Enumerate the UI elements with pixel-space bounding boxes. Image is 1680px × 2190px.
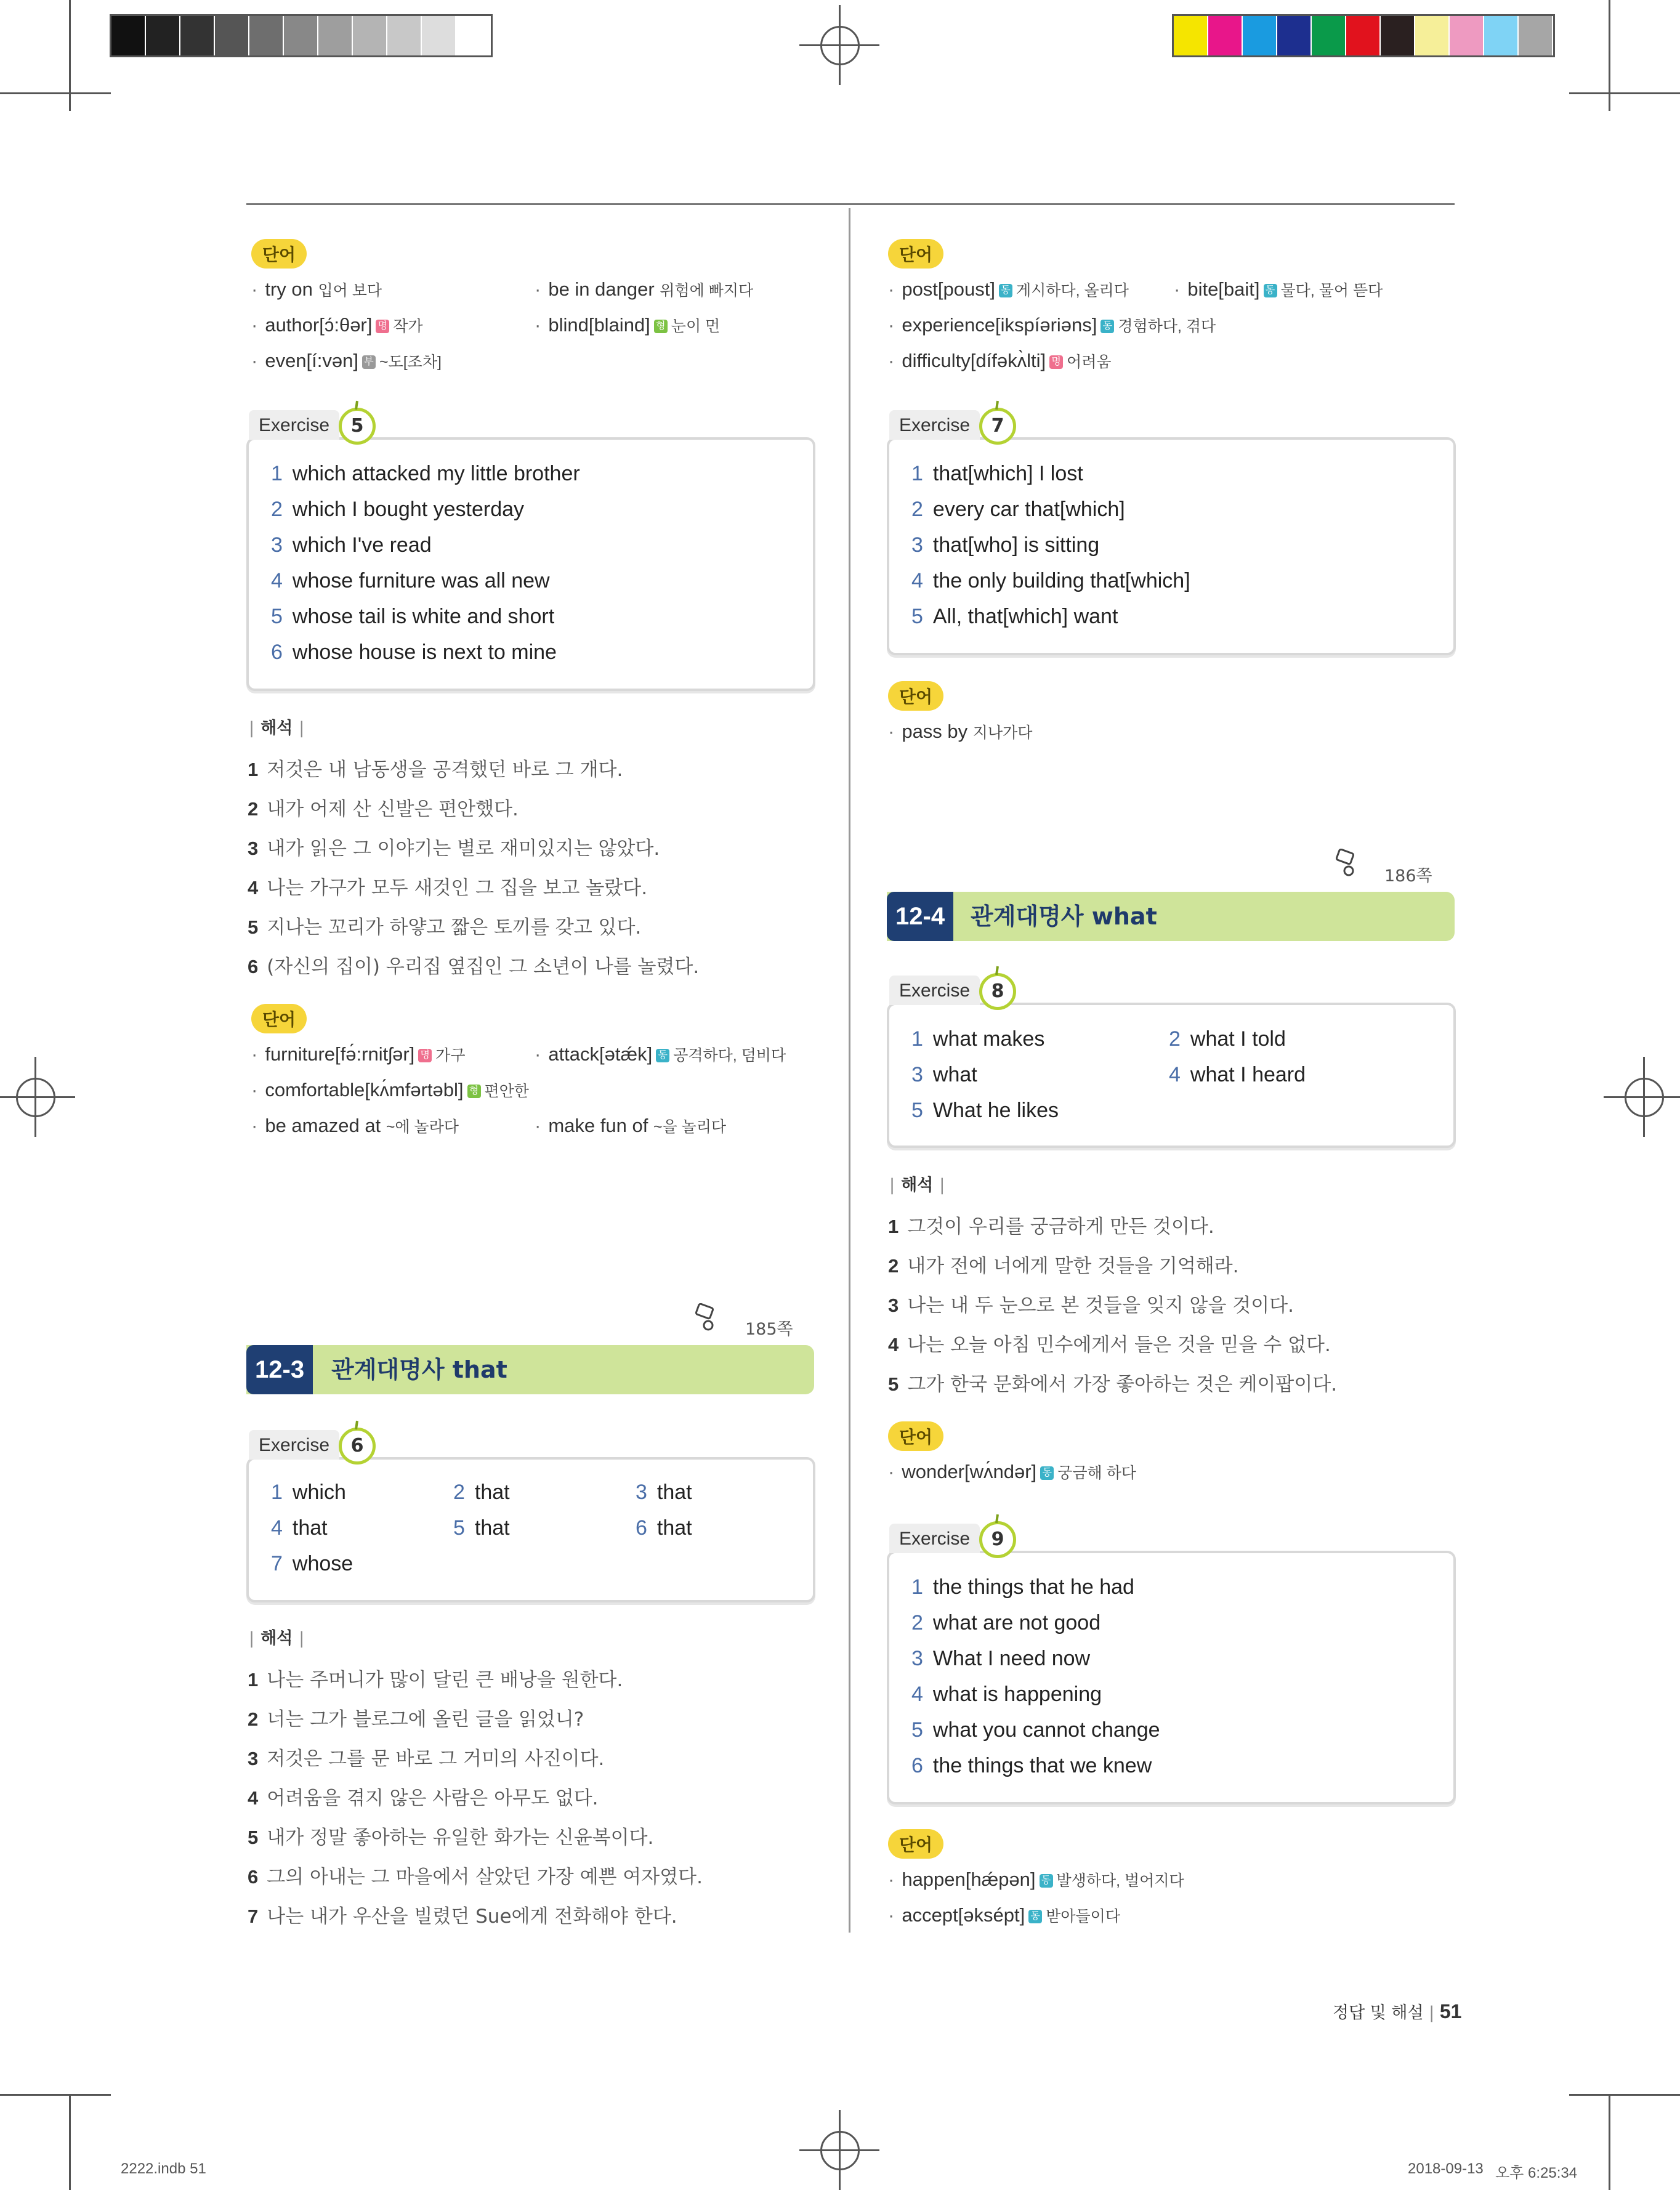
- color-swatch: [146, 16, 180, 55]
- answer-item: 2 that: [453, 1481, 510, 1504]
- color-swatch: [422, 16, 456, 55]
- vocab-label: 단어: [251, 1004, 307, 1033]
- answer-item: 2 what are not good: [911, 1611, 1101, 1634]
- process-color-bar: [1172, 14, 1555, 57]
- color-swatch: [1277, 16, 1312, 55]
- translation-line: 5 지나는 꼬리가 하얗고 짧은 토끼를 갖고 있다.: [248, 916, 642, 939]
- color-swatch: [180, 16, 215, 55]
- color-swatch: [284, 16, 318, 55]
- answer-item: 2 which I bought yesterday: [271, 498, 525, 521]
- vocab-label: 단어: [888, 681, 943, 711]
- answer-item: 3 what: [911, 1063, 977, 1086]
- vocab-label: 단어: [251, 239, 307, 269]
- answer-item: 3 What I need now: [911, 1647, 1091, 1670]
- color-swatch: [1208, 16, 1243, 55]
- vocab-row: · try on 입어 보다: [251, 278, 382, 300]
- section-number: 12-3: [246, 1345, 313, 1394]
- vocab-row: · make fun of ~을 놀리다: [535, 1115, 727, 1136]
- translation-line: 1 그것이 우리를 궁금하게 만든 것이다.: [888, 1216, 1214, 1238]
- exercise-tab: Exercise: [889, 410, 980, 440]
- crop-mark: [69, 0, 71, 111]
- vocab-row: · attack[ətǽk] 동 공격하다, 덤비다: [535, 1043, 786, 1065]
- color-swatch: [1174, 16, 1208, 55]
- color-swatch: [387, 16, 422, 55]
- exercise-6-box: [246, 1457, 815, 1602]
- page-reference: 186쪽: [1384, 867, 1432, 886]
- vocab-row: · even[í:vən] 부 ~도[조차]: [251, 350, 442, 371]
- vocab-row: · experience[ikspíəriəns] 동 경험하다, 겪다: [888, 314, 1216, 336]
- file-slug: 2222.indb 51: [121, 2160, 206, 2177]
- page-reference-icon: [693, 1303, 718, 1331]
- slug-date: 2018-09-13: [1408, 2160, 1484, 2177]
- vocab-row: · wonder[wʌ́ndər] 동 궁금해 하다: [888, 1461, 1136, 1482]
- slug-time: 오후 6:25:34: [1495, 2165, 1578, 2181]
- answer-item: 1 which: [271, 1481, 346, 1504]
- color-swatch: [1243, 16, 1277, 55]
- answer-item: 4 that: [271, 1516, 328, 1540]
- crop-mark: [1609, 0, 1610, 111]
- color-swatch: [318, 16, 353, 55]
- answer-item: 5 that: [453, 1516, 510, 1540]
- color-swatch: [215, 16, 249, 55]
- answer-item: 7 whose: [271, 1552, 353, 1575]
- color-swatch: [1381, 16, 1415, 55]
- exercise-tab: Exercise: [249, 1430, 339, 1460]
- vocab-row: · bite[bait] 동 물다, 물어 뜯다: [1174, 278, 1383, 300]
- exercise-tab: Exercise: [889, 976, 980, 1005]
- translation-label: | 해석 |: [249, 719, 305, 738]
- answer-item: 5 All, that[which] want: [911, 605, 1118, 628]
- answer-item: 4 the only building that[which]: [911, 569, 1190, 592]
- answer-item: 3 that[who] is sitting: [911, 533, 1100, 557]
- vocab-row: · be in danger 위험에 빠지다: [535, 278, 754, 300]
- section-title: 관계대명사 what: [971, 903, 1157, 930]
- vocab-label: 단어: [888, 1421, 943, 1451]
- color-swatch: [353, 16, 387, 55]
- answer-item: 6 that: [636, 1516, 692, 1540]
- answer-item: 2 every car that[which]: [911, 498, 1125, 521]
- answer-item: 6 the things that we knew: [911, 1754, 1152, 1777]
- crop-mark: [1569, 92, 1680, 94]
- answer-item: 1 the things that he had: [911, 1575, 1134, 1599]
- exercise-number-badge: 7: [979, 408, 1016, 445]
- color-swatch: [111, 16, 146, 55]
- vocab-label: 단어: [888, 239, 943, 269]
- vocab-row: · be amazed at ~에 놀라다: [251, 1115, 459, 1136]
- page-reference: 185쪽: [745, 1320, 793, 1339]
- exercise-tab: Exercise: [889, 1524, 980, 1553]
- exercise-tab: Exercise: [249, 410, 339, 440]
- translation-line: 5 내가 정말 좋아하는 유일한 화가는 신윤복이다.: [248, 1827, 654, 1849]
- answer-item: 4 what is happening: [911, 1683, 1102, 1706]
- vocab-row: · author[ɔ́:θər] 명 작가: [251, 314, 423, 336]
- crop-mark: [1609, 2094, 1610, 2190]
- color-swatch: [1450, 16, 1484, 55]
- translation-label: | 해석 |: [249, 1629, 305, 1648]
- footer-section-label: 정답 및 해설 | 51: [1333, 2000, 1462, 2022]
- vocab-row: · furniture[fə́:rnitʃər] 명 가구: [251, 1043, 466, 1065]
- translation-line: 3 나는 내 두 눈으로 본 것들을 잊지 않을 것이다.: [888, 1295, 1294, 1317]
- column-divider: [849, 208, 850, 1933]
- translation-label: | 해석 |: [889, 1176, 945, 1195]
- translation-line: 2 내가 어제 산 신발은 편안했다.: [248, 798, 519, 820]
- color-swatch: [1312, 16, 1346, 55]
- registration-mark-top: [799, 5, 879, 85]
- vocab-row: · post[poust] 동 게시하다, 올리다: [888, 278, 1129, 300]
- answer-item: 5 what you cannot change: [911, 1718, 1160, 1742]
- answer-item: 4 what I heard: [1169, 1063, 1306, 1086]
- translation-line: 3 내가 읽은 그 이야기는 별로 재미있지는 않았다.: [248, 838, 660, 860]
- exercise-number-badge: 5: [339, 408, 376, 445]
- vocab-row: · comfortable[kʌ́mfərtəbl] 형 편안한: [251, 1079, 529, 1101]
- translation-line: 2 내가 전에 너에게 말한 것들을 기억해라.: [888, 1255, 1239, 1277]
- exercise-number-badge: 9: [979, 1521, 1016, 1558]
- color-swatch: [1519, 16, 1553, 55]
- crop-mark: [0, 2094, 111, 2096]
- crop-mark: [1569, 2094, 1680, 2096]
- translation-line: 5 그가 한국 문화에서 가장 좋아하는 것은 케이팝이다.: [888, 1373, 1338, 1396]
- translation-line: 3 저것은 그를 문 바로 그 거미의 사진이다.: [248, 1748, 605, 1770]
- color-swatch: [456, 16, 491, 55]
- translation-line: 1 나는 주머니가 많이 달린 큰 배낭을 원한다.: [248, 1669, 623, 1691]
- translation-line: 6 그의 아내는 그 마을에서 살았던 가장 예쁜 여자였다.: [248, 1866, 703, 1888]
- translation-line: 4 나는 가구가 모두 새것인 그 집을 보고 놀랐다.: [248, 877, 648, 899]
- registration-mark-right: [1604, 1057, 1680, 1137]
- exercise-number-badge: 8: [979, 973, 1016, 1010]
- answer-item: 2 what I told: [1169, 1027, 1286, 1051]
- answer-item: 5 whose tail is white and short: [271, 605, 555, 628]
- answer-item: 5 What he likes: [911, 1099, 1059, 1122]
- answer-item: 3 that: [636, 1481, 692, 1504]
- color-swatch: [1346, 16, 1381, 55]
- crop-mark: [0, 92, 111, 94]
- answer-item: 6 whose house is next to mine: [271, 640, 557, 664]
- registration-mark-bottom: [799, 2110, 879, 2190]
- vocab-row: · blind[blaind] 형 눈이 먼: [535, 314, 721, 336]
- vocab-row: · accept[əksépt] 동 받아들이다: [888, 1904, 1120, 1926]
- vocab-row: · pass by 지나가다: [888, 721, 1033, 742]
- grayscale-color-bar: [110, 14, 493, 57]
- answer-item: 1 which attacked my little brother: [271, 462, 580, 485]
- translation-line: 4 어려움을 겪지 않은 사람은 아무도 없다.: [248, 1787, 599, 1809]
- crop-mark: [69, 2094, 71, 2190]
- section-number: 12-4: [887, 892, 953, 941]
- page-reference-icon: [1334, 849, 1359, 877]
- translation-line: 6 (자신의 집이) 우리집 옆집인 그 소년이 나를 놀렸다.: [248, 956, 700, 978]
- translation-line: 7 나는 내가 우산을 빌렸던 Sue에게 전화해야 한다.: [248, 1905, 677, 1928]
- translation-line: 4 나는 오늘 아침 민수에게서 들은 것을 믿을 수 없다.: [888, 1334, 1331, 1356]
- vocab-row: · difficulty[dífəkʌ̀lti] 명 어려움: [888, 350, 1112, 371]
- exercise-number-badge: 6: [339, 1428, 376, 1465]
- translation-line: 1 저것은 내 남동생을 공격했던 바로 그 개다.: [248, 759, 623, 781]
- vocab-row: · happen[hǽpən] 동 발생하다, 벌어지다: [888, 1869, 1184, 1890]
- color-swatch: [1415, 16, 1450, 55]
- color-swatch: [249, 16, 284, 55]
- answer-item: 3 which I've read: [271, 533, 432, 557]
- section-title: 관계대명사 that: [331, 1356, 507, 1383]
- answer-item: 1 what makes: [911, 1027, 1045, 1051]
- answer-item: 1 that[which] I lost: [911, 462, 1083, 485]
- answer-item: 4 whose furniture was all new: [271, 569, 550, 592]
- page-number: 51: [1439, 2000, 1462, 2022]
- vocab-label: 단어: [888, 1829, 943, 1859]
- translation-line: 2 너는 그가 블로그에 올린 글을 읽었니?: [248, 1708, 584, 1731]
- top-rule: [246, 203, 1455, 205]
- registration-mark-left: [0, 1057, 75, 1137]
- color-swatch: [1484, 16, 1519, 55]
